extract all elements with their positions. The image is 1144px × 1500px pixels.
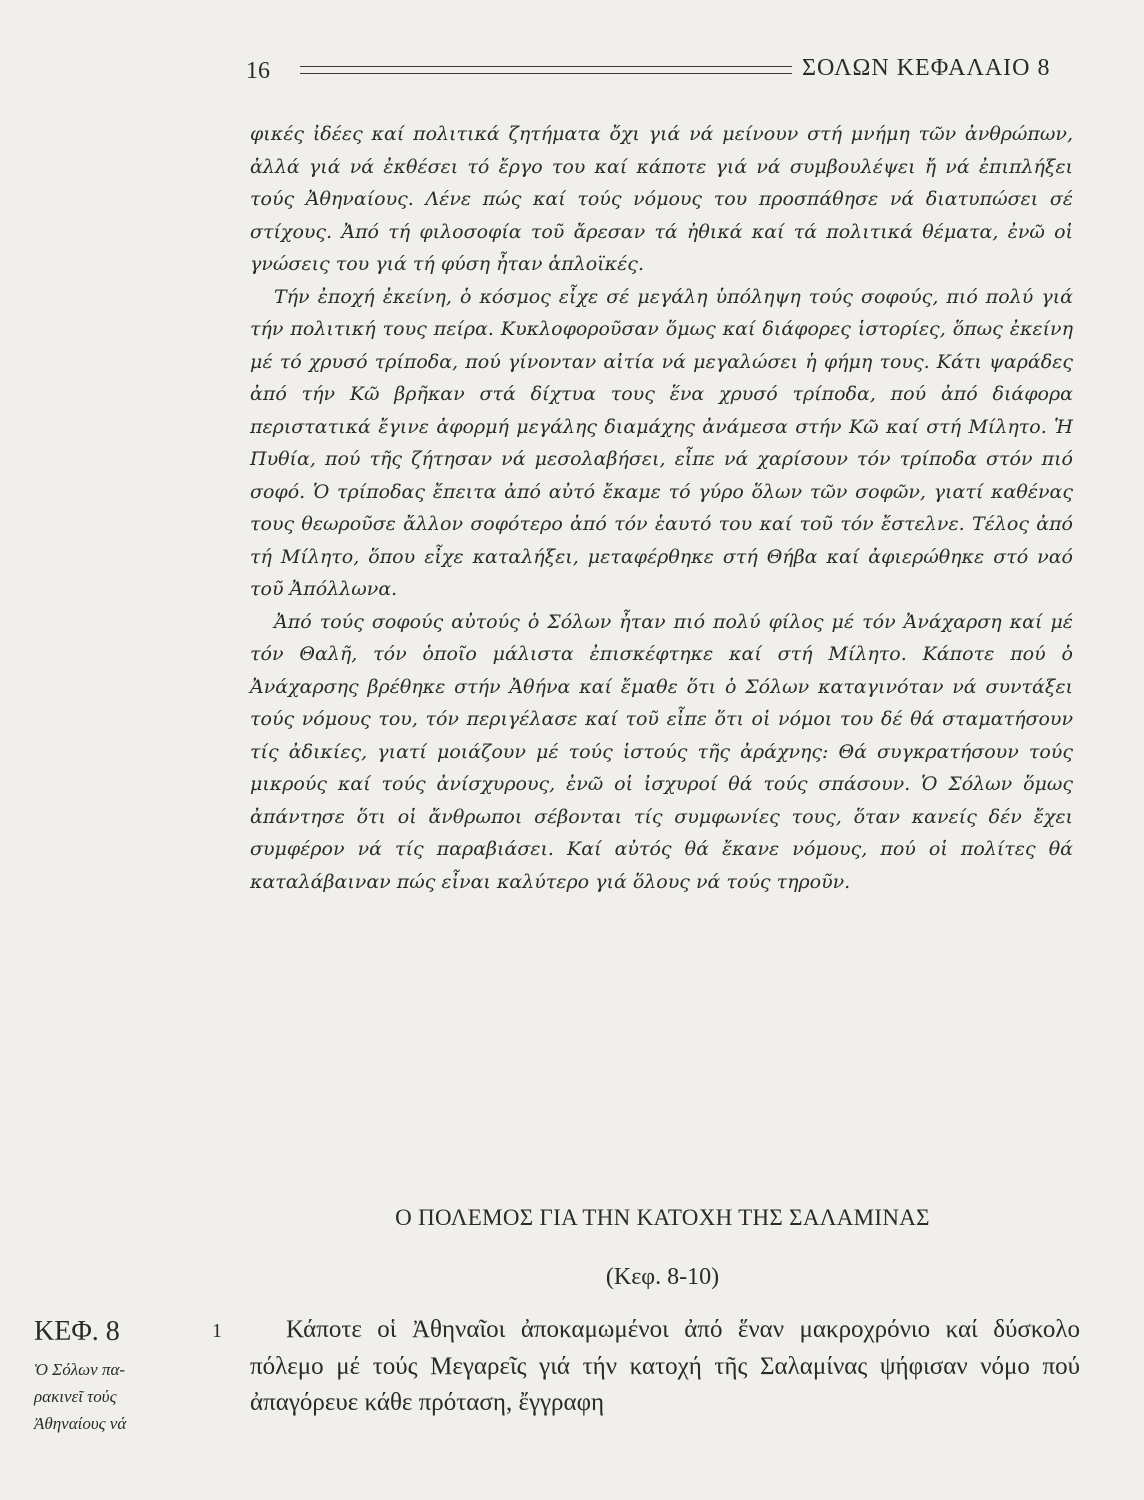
running-title: ΣΟΛΩΝ ΚΕΦΑΛΑΙΟ 8 [802, 55, 1051, 81]
margin-note [34, 1356, 184, 1437]
section-heading: Ο ΠΟΛΕΜΟΣ ΓΙΑ ΤΗΝ ΚΑΤΟΧΗ ΤΗΣ ΣΑΛΑΜΙΝΑΣ [395, 1205, 930, 1230]
margin-line-number: 1 [212, 1320, 222, 1342]
chapter-text: Κάποτε οἱ Ἀθηναῖοι ἀποκαμωμένοι ἀπό ἕναν μακροχρόνιο καί δύσκολο πόλεμο μέ τούς Μεγαρεῖς γιά τήν κατοχή τῆς Σαλαμίνας ψήφισαν νόμο πού ἀπαγόρευε κάθε πρόταση, ἔγγραφη [250, 1316, 1080, 1416]
section-subheading: (Κεφ. 8-10) [605, 1264, 720, 1290]
margin-chapter-label: ΚΕΦ. 8 [34, 1316, 120, 1347]
margin-note-line: Ὁ Σόλων πα- [34, 1360, 126, 1379]
margin-note-line: ρακινεῖ τούς [34, 1387, 117, 1406]
paragraph: Ἀπό τούς σοφούς αὐτούς ὁ Σόλων ἦταν πιό πολύ φίλος μέ τόν Ἀνάχαρση καί μέ τόν Θαλῆ, τόν ὁποῖο μάλιστα ἐπισκέφτηκε καί στή Μίλητο. Κάποτε πού ὁ Ἀνάχαρσης βρέθηκε στήν Ἀθήνα καί ἔμαθε ὅτι ὁ Σόλων καταγινόταν νά συντάξει τούς νόμους του, τόν περιγέλασε καί τοῦ εἶπε ὅτι οἱ νόμοι του δέ θά σταματήσουν τίς ἀδικίες, γιατί μοιάζουν μέ τούς ἱστούς τῆς ἀράχνης: Θά συγκρατήσουν τούς μικρούς καί τούς ἀνίσχυρους, ἐνῶ οἱ ἰσχυροί θά τούς σπάσουν. Ὁ Σόλων ὅμως ἀπάντησε ὅτι οἱ ἄνθρωποι σέβονται τίς συμφωνίες τους, ὅταν κανείς δέν ἔχει συμφέρον νά τίς παραβιάσει. Καί αὐτός θά ἔκανε νόμους, πού οἱ πολίτες θά καταλάβαιναν πώς εἶναι καλύτερο γιά ὅλους νά τούς τηροῦν. [250, 610, 1073, 893]
header-rule [300, 66, 792, 74]
margin-note-line: Ἀθηναίους νά [34, 1414, 127, 1433]
paragraph: Τήν ἐποχή ἐκείνη, ὁ κόσμος εἶχε σέ μεγάλη ὑπόληψη τούς σοφούς, πιό πολύ γιά τήν πολιτική τους πείρα. Κυκλοφοροῦσαν ὅμως καί διάφορες ἱστορίες, ὅπως ἐκείνη μέ τό χρυσό τρίποδα, πού γίνονταν αἰτία νά μεγαλώσει ἡ φήμη τους. Κάτι ψαράδες ἀπό τήν Κῶ βρῆκαν στά δίχτυα τους ἕνα χρυσό τρίποδα, πού ἀπό διάφορα περιστατικά ἔγινε ἀφορμή μεγάλης διαμάχης ἀνάμεσα στήν Κῶ καί στή Μίλητο. Ἡ Πυθία, πού τῆς ζήτησαν νά μεσολαβήσει, εἶπε νά χαρίσουν τόν τρίποδα στόν πιό σοφό. Ὁ τρίποδας ἔπειτα ἀπό αὐτό ἔκαμε τό γύρο ὅλων τῶν σοφῶν, γιατί καθένας τους θεωροῦσε ἄλλον σοφότερο ἀπό τόν ἑαυτό του καί τοῦ τόν ἔστελνε. Τέλος ἀπό τή Μίλητο, ὅπου εἶχε καταλήξει, μεταφέρθηκε στή Θήβα καί ἀφιερώθηκε στό ναό τοῦ Ἀπόλλωνα. [250, 285, 1073, 600]
body-text [250, 118, 1073, 898]
paragraph: φικές ἰδέες καί πολιτικά ζητήματα ὄχι γιά νά μείνουν στή μνήμη τῶν ἀνθρώπων, ἀλλά γιά νά ἐκθέσει τό ἔργο του καί κάποτε γιά νά συμβουλέψει ἤ νά ἐπιπλήξει τούς Ἀθηναίους. Λένε πώς καί τούς νόμους του προσπάθησε νά διατυπώσει σέ στίχους. Ἀπό τή φιλοσοφία τοῦ ἄρεσαν τά ἠθικά καί τά πολιτικά θέματα, ἐνῶ οἱ γνώσεις του γιά τή φύση ἦταν ἁπλοϊκές. [250, 123, 1073, 275]
page-number: 16 [246, 58, 270, 84]
